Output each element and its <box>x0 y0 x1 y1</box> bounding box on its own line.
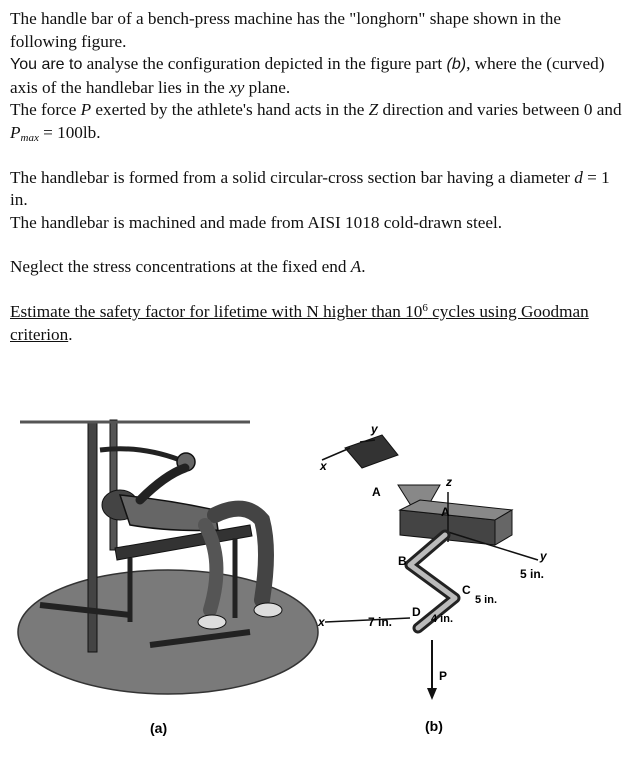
top-label-A: A <box>372 485 381 499</box>
paragraph-7 <box>10 301 625 346</box>
p6-a: Neglect the stress concentrations at the fixed end <box>10 257 347 277</box>
bench-press-figure <box>0 360 631 765</box>
paragraph-5 <box>10 212 625 235</box>
p2-rest: analyse the configuration depicted in the figure part <box>86 54 443 74</box>
p2-lead: You are to <box>10 56 83 74</box>
paragraph-1 <box>10 8 625 53</box>
label-A: A <box>441 505 450 519</box>
label-part-a: (a) <box>150 720 168 736</box>
figure-b-diagram <box>317 422 548 734</box>
p3-Pmax-val: = 100lb. <box>43 122 101 142</box>
floor-shadow <box>18 570 318 694</box>
label-D: D <box>412 605 421 619</box>
athlete-arm <box>140 468 185 500</box>
p4-a: The handlebar is formed from a solid circular-cross section bar having a diameter <box>10 167 570 187</box>
z-axis-label: z <box>446 475 452 489</box>
label-7in: 7 in. <box>368 615 393 629</box>
athlete-leg-2 <box>205 525 216 610</box>
p5-text: The handlebar is machined and made from AISI 1018 cold-drawn steel. <box>10 212 503 232</box>
top-axis-x-label: x <box>320 459 327 473</box>
force-P-arrowhead <box>427 688 437 700</box>
x-axis-label: x <box>318 615 325 629</box>
figure-svg <box>0 360 631 765</box>
label-part-b: (b) <box>425 718 443 734</box>
paragraph-3 <box>10 99 625 144</box>
p7-a: Estimate the safety factor for lifetime with N higher than 10 <box>10 301 423 321</box>
label-4in: 4 in. <box>431 613 454 625</box>
p7-underlined <box>10 302 589 344</box>
upright-post-2 <box>110 420 117 550</box>
label-B: B <box>398 554 407 568</box>
p3-c: direction and varies between 0 and <box>382 100 622 120</box>
p3-P: P <box>80 100 92 120</box>
athlete-shoe-1 <box>198 615 226 629</box>
paragraph-4 <box>10 167 625 212</box>
upright-post <box>88 422 97 652</box>
p3-Z: Z <box>368 100 379 120</box>
p3-Pmax-sub: max <box>20 131 39 144</box>
athlete-shoe-2 <box>254 603 282 617</box>
top-axis-y-label: y <box>371 422 378 436</box>
p2-plane: xy <box>229 77 245 97</box>
p7-sup: 6 <box>422 301 428 314</box>
label-5in-c: 5 in. <box>475 594 498 606</box>
paragraph-6: Neglect the stress concentrations at the fixed end A. <box>10 257 366 277</box>
problem-statement <box>10 8 625 346</box>
p4-d: d <box>574 167 583 187</box>
y-axis-label: y <box>540 549 547 563</box>
figure-a-illustration <box>18 420 318 736</box>
p7-end: . <box>68 324 73 344</box>
p4-val: = 1 in. <box>10 167 610 210</box>
label-P: P <box>439 669 448 683</box>
paragraph-2 <box>10 53 625 99</box>
p2-part: (b) <box>446 56 467 74</box>
label-C: C <box>462 583 471 597</box>
p1-text: The handle bar of a bench-press machine has the "longhorn" shape shown in the following figure. <box>10 9 561 51</box>
p6-A: A <box>350 257 362 277</box>
p7-b: cycles using Goodman criterion <box>10 301 589 344</box>
p3-a: The force <box>10 100 77 120</box>
p3-Pmax-P: P <box>10 122 21 142</box>
p2-end: , where the (curved) axis of the handlebar lies in the <box>10 54 605 97</box>
p3-b: exerted by the athlete's hand acts in the <box>95 100 365 120</box>
p2-tail: plane. <box>248 77 291 97</box>
label-5in-y: 5 in. <box>520 567 545 581</box>
